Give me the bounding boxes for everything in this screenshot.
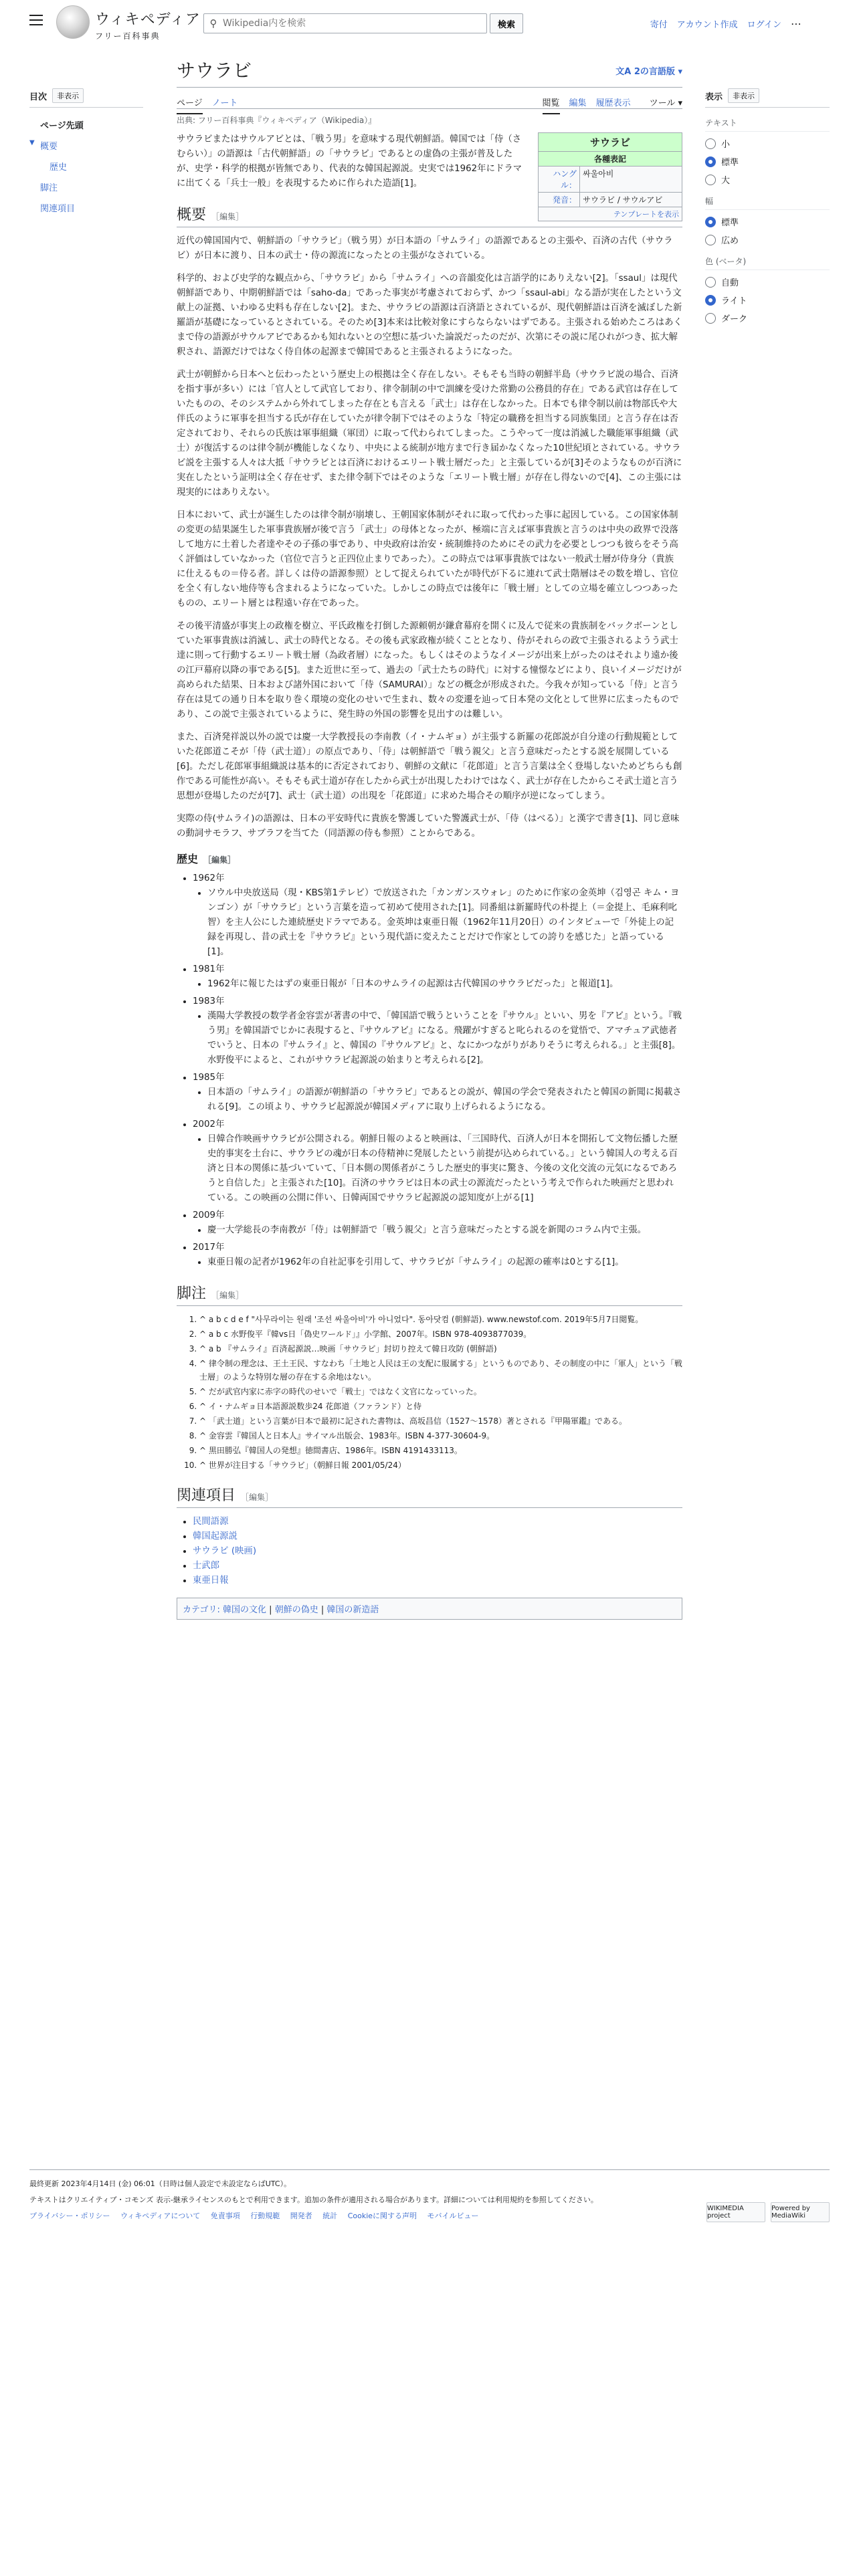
toc-item-related[interactable]: 関連項目 bbox=[40, 204, 76, 214]
paragraph: また、百済発祥説以外の説では慶一大学教授長の李南教（イ・ナムギョ）が主張する新羅の花郎説が自分達の行動規範としていた花郎道こそが「侍（武士道）」の原点であり、「侍」は朝鮮語で「戦う親父」と言う意味だったとする説を展開している[6]。ただし花郎軍事組織説は基本的に否定されており、朝鮮の文献に「花郎道」と言う言葉は全く登場しないためどちらも創作である可能性が高い。そもそも武士道が存在したから武士が出現したわけではなく、武士が存在したからこそ武士道と言う思想が登場したのだが[7]、武士（武士道）の出現を「花郎道」に求めた場合その順序が逆になってしまう。 bbox=[177, 732, 682, 801]
radio-text-large[interactable]: 大 bbox=[705, 173, 830, 186]
license-text: テキストはクリエイティブ・コモンズ 表示-継承ライセンスのもとで利用できます。追加の条件が適用される場合があります。詳細については利用規約を参照してください。 bbox=[29, 2195, 598, 2204]
reference-item[interactable]: 1. ^ a b c d e f "사무라이는 원래 '조선 싸울아비'가 아니었다". 동아닷컴 (朝鮮語). www.newstof.com. 2019年5月7日閲覧。 bbox=[199, 1313, 682, 1326]
categories-label[interactable]: カテゴリ: bbox=[183, 1605, 220, 1615]
related-link[interactable]: 民間語源 bbox=[193, 1517, 229, 1527]
section-heading: 関連項目 ［編集］ bbox=[177, 1484, 682, 1508]
radio-text-small[interactable]: 小 bbox=[705, 137, 830, 150]
footer bbox=[29, 2169, 830, 2226]
reference-item[interactable]: 9. ^ 黒田勝弘『韓国人の発想』徳間書店、1986年。ISBN 4191433113。 bbox=[199, 1444, 682, 1457]
category-box: カテゴリ: 韓国の文化 | 朝鮮の偽史 | 韓国の新造語 bbox=[177, 1598, 682, 1620]
infobox-key[interactable]: ハングル： bbox=[539, 167, 580, 192]
list-item: • 日本語の「サムライ」の語源が朝鮮語の「サウラビ」であるとの説が、韓国の学会で発表されたと韓国の新聞に掲載される[9]。この頃より、サウラビ起源説が韓国メディアに取り上げられるようになる。 bbox=[207, 1085, 682, 1115]
radio-color-auto[interactable]: 自動 bbox=[705, 276, 830, 288]
menu-icon[interactable] bbox=[29, 15, 43, 25]
search-icon: ⚲ bbox=[209, 17, 217, 29]
reference-item[interactable]: 5. ^ だが武官内家に赤字の時代のせいで「戦士」ではなく文官になっていった。 bbox=[199, 1385, 682, 1398]
appearance-hide-button[interactable]: 非表示 bbox=[728, 88, 759, 103]
search-button[interactable]: 検索 bbox=[490, 13, 523, 33]
lead-paragraph: サウラビまたはサウルアビとは、「戦う男」を意味する現代朝鮮語。韓国では「侍（さむらい）」の語源は「古代朝鮮語」の「サウラビ」であるとの虚偽の主張が普及したが、史学・科学的根拠が皆無であり、代表的な韓国起源説。史実では1962年にドラマに出てくる「兵士一般」を表現するために作られた造語[1]。 bbox=[177, 134, 522, 189]
create-account-link[interactable]: アカウント作成 bbox=[676, 20, 738, 30]
language-button[interactable]: 文A 2の言語版 ▾ bbox=[615, 67, 682, 77]
list-item: • 2009年 • 慶一大学総長の李南教が「侍」は朝鮮語で「戦う親父」と言う意味だったとする説を新聞のコラム内で主張。 bbox=[193, 1208, 682, 1238]
paragraph: 科学的、および史学的な観点から、「サウラビ」から「サムライ」への音韻変化は言語学的にありえない[2]。「ssaul」は現代朝鮮語であり、中期朝鮮語では「saho-da」であった事実が考慮されておらず、かつ「ssaul-abi」なる語が実在したという文献上の証拠、いわゆる史料も存在しない[2]。また、サウラビの語源は百済語とされているが、現代朝鮮語は百済を滅ぼした新羅語が基礎になっているとされている。そのため[3]本来は比較対象にすらならないはずである。主張される始めたころはあくまで侍の語源がサウルアビであるかも知れないとの空想に基づいた論説だったのだが、次第にその説に尾ひれがつき、拡大解釈され、語源だけではなく侍自体の起源まで韓国であると主張されるようになった。 bbox=[177, 274, 682, 357]
footer-link[interactable]: 免責事項 bbox=[210, 2212, 240, 2220]
history-list bbox=[193, 871, 682, 1270]
related-link[interactable]: 士武郎 bbox=[193, 1561, 220, 1571]
content bbox=[177, 59, 682, 1620]
toc-item-overview[interactable]: 概要 bbox=[40, 142, 58, 152]
edit-section-link[interactable]: ［編集］ bbox=[203, 855, 236, 865]
reference-item[interactable]: 8. ^ 金容雲『韓国人と日本人』サイマル出版会、1983年。ISBN 4-377-30604-9。 bbox=[199, 1429, 682, 1442]
category-link[interactable]: 韓国の新造語 bbox=[326, 1605, 379, 1615]
infobox-value: サウラビ / サウルアビ bbox=[583, 195, 663, 205]
footer-link[interactable]: Cookieに関する声明 bbox=[347, 2212, 417, 2220]
radio-text-standard[interactable]: 標準 bbox=[705, 155, 830, 168]
color-heading: 色 (ベータ) bbox=[705, 255, 830, 270]
related-list bbox=[193, 1515, 682, 1588]
last-updated: 最終更新 2023年4月14日 (金) 06:01（日時は個人設定で未設定ならばUTC）。 bbox=[29, 2179, 292, 2188]
list-item: • 1962年に報じたはずの東亜日報が「日本のサムライの起源は古代韓国のサウラビだった」と報道[1]。 bbox=[207, 977, 682, 992]
more-icon[interactable]: ⋯ bbox=[791, 17, 803, 30]
radio-color-light[interactable]: ライト bbox=[705, 294, 830, 306]
login-link[interactable]: ログイン bbox=[747, 20, 781, 30]
tab-tools[interactable]: ツール ▾ bbox=[649, 98, 682, 108]
list-item: • 2017年 • 東亜日報の記者が1962年の自社記事を引用して、サウラビが「サムライ」の起源の確率は0とする[1]。 bbox=[193, 1241, 682, 1270]
reference-item[interactable]: 3. ^ a b 『サムライ』百済起源説…映画「サウラビ」封切り控えて韓日攻防 (朝鮮語) bbox=[199, 1342, 682, 1356]
site-tagline: フリー百科事典 bbox=[95, 31, 161, 41]
list-item: • 日韓合作映画サウラビが公開される。朝鮮日報のよると映画は、「三国時代、百済人が日本を開拓して文物伝播した歴史的事実を土台に、サウラビの魂が日本の侍精神に発展したという前提が込められている。」という韓国人の考える百済と日本の関係に基づいていて、「日本側の関係者がこうした歴史的事実に驚き、今後の文化交流の元気になるであろうと自信した」と主張された[10]。百済のサウラビは日本の武士の源流だったという考えで作られた映画だと思われている。この映画の公開に伴い、日韓両国でサウラビ起源説の認知度が上がる[1] bbox=[207, 1132, 682, 1206]
reference-item[interactable]: 10. ^ 世界が注目する「サウラビ」（朝鮮日報 2001/05/24） bbox=[199, 1459, 682, 1472]
language-label: 2の言語版 bbox=[634, 67, 675, 77]
list-item: • 1981年 • 1962年に報じたはずの東亜日報が「日本のサムライの起源は古代韓国のサウラビだった」と報道[1]。 bbox=[193, 962, 682, 992]
appearance-panel bbox=[705, 88, 830, 330]
paragraph: 武士が朝鮮から日本へと伝わったという歴史上の根拠は全く存在しない。そもそも当時の朝鮮半島（サウラビ説の場合、百済を指す事が多い）には「官人として武官しており、律令制制の中で訓練を受けた常勤の公務員的存在」である武官は存在していたものの、そのシステムから外れてしまった存在とも言える「武士」は存在しなかった。日本でも律令制以前は物部氏や大伴氏のように軍事を担当する氏が存在していたが律令制下ではそのような「特定の職務を担当する同族集団」と言う存在は否定されており、それらの氏族は軍事組織（軍団）に取って代わられてしまった。こうやって一度は消滅した職能軍事組織（武士）が復活するのは律令制が機能しなくなり、中央による統制が地方まで行き届かなくなった10世紀頃とされている。サウラビ説を主張する人々は大抵「サウラビとは百済におけるエリート戦士層だった」と主張しているが[3]そのようなものが百済に実在したという証明は全く存在せず、また律令制下ではそのような「エリート戦士層」が存在し得ないので[4]、この主張には現実的にはありえない。 bbox=[177, 370, 682, 498]
header bbox=[0, 0, 859, 45]
edit-section-link[interactable]: ［編集］ bbox=[211, 1291, 244, 1300]
toc-item-history[interactable]: 歴史 bbox=[50, 163, 68, 173]
category-link[interactable]: 朝鮮の偽史 bbox=[274, 1605, 318, 1615]
related-link[interactable]: 韓国起源説 bbox=[193, 1531, 237, 1541]
list-item: • 2002年 • 日韓合作映画サウラビが公開される。朝鮮日報のよると映画は、「三国時代、百済人が日本を開拓して文物伝播した歴史的事実を土台に、サウラビの魂が日本の侍精神に発展したという前提が込められている。」という韓国人の考える百済と日本の関係に基づいていて、「日本側の関係者がこうした歴史的事実に驚き、今後の文化交流の元気になるであろうと自信した」と主張された[10]。百済のサウラビは日本の武士の源流だったという考えで作られた映画だと思われている。この映画の公開に伴い、日韓両国でサウラビ起源説の認知度が上がる[1] bbox=[193, 1117, 682, 1206]
list-item: • 1983年 • 漢陽大学教授の数学者金容雲が著書の中で、「韓国語で戦うということを『サウル』といい、男を『アビ』という。『戦う男』を韓国語でじかに表現すると、『サウルアビ』になる。飛躍がすぎると叱られるのを覚悟で、アマチュア武徳者でいうと、日本の『サムライ』と、韓国の『サウルアビ』と、なにかつながりがありそうに考えられる。」と主張[8]。水野俊平によると、これがサウラビ起源説の始まりと考えられる[2]。 bbox=[193, 994, 682, 1068]
tab-page[interactable]: ページ bbox=[177, 98, 203, 114]
footer-link[interactable]: ウィキペディアについて bbox=[120, 2212, 201, 2220]
list-item: • 漢陽大学教授の数学者金容雲が著書の中で、「韓国語で戦うということを『サウル』といい、男を『アビ』という。『戦う男』を韓国語でじかに表現すると、『サウルアビ』になる。飛躍がすぎると叱られるのを覚悟で、アマチュア武徳者でいうと、日本の『サムライ』と、韓国の『サウルアビ』と、なにかつながりがありそうに考えられる。」と主張[8]。水野俊平によると、これがサウラビ起源説の始まりと考えられる[2]。 bbox=[207, 1009, 682, 1068]
donate-link[interactable]: 寄付 bbox=[650, 20, 668, 30]
paragraph: その後平清盛が事実上の政権を樹立、平氏政権を打倒した源頼朝が鎌倉幕府を開くに及んで従来の貴族制をバックボーンとしていた軍事貴族は消滅し、武士の時代となる。その後も武家政権が続くこととなり、侍がそれらの政で主張されるようう武士達に則って行動するエリート戦士層（為政者層）になった。もしくはそのようなイメージが出来上がったのはそれより遠か後の江戸幕府以降の事である[5]。また近世に至って、過去の「武士たちの時代」に対する憧憬などにより、良いイメージだけが高められた結果、日本および諸外国において「侍（SAMURAI）」などの概念が形成された。今我々が知っている「侍」と言う存在は見ての通り日本を取り巻く環境の変化のせいで生まれ、数々の変遷を辿って日本発の文化として世界に広まったものであり、この説で主張されているように、発生時の外国の影響を見出すのは難しい。 bbox=[177, 621, 682, 720]
tab-edit[interactable]: 編集 bbox=[569, 98, 587, 108]
toc-item-top[interactable]: ページ先頭 bbox=[40, 121, 84, 131]
infobox-key[interactable]: 発音： bbox=[539, 193, 580, 207]
list-item: • 慶一大学総長の李南教が「侍」は朝鮮語で「戦う親父」と言う意味だったとする説を新聞のコラム内で主張。 bbox=[207, 1223, 682, 1238]
footer-link[interactable]: 行動規範 bbox=[250, 2212, 280, 2220]
footer-link[interactable]: モバイルビュー bbox=[427, 2212, 479, 2220]
related-link[interactable]: サウラビ (映画) bbox=[193, 1546, 257, 1556]
footer-link[interactable]: プライバシー・ポリシー bbox=[29, 2212, 110, 2220]
toc-title: 目次 bbox=[29, 92, 47, 102]
source-note: 出典: フリー百科事典『ウィキペディア（Wikipedia）』 bbox=[177, 116, 377, 125]
reference-item[interactable]: 4. ^ 律令制の理念は、王土王民、すなわち「土地と人民は王の支配に服属する」というものであり、その制度の中に「軍人」という「戦士層」のような特別な層の存在する余地はない。 bbox=[199, 1357, 682, 1384]
reference-item[interactable]: 7. ^ 「武士道」という言葉が日本で最初に記された書物は、高坂昌信（1527〜1578）著とされる『甲陽軍鑑』である。 bbox=[199, 1414, 682, 1428]
site-name: ウィキペディア bbox=[95, 11, 201, 28]
subsection-heading: 歴史 ［編集］ bbox=[177, 853, 236, 865]
infobox-subtitle: 各種表記 bbox=[539, 151, 682, 166]
related-link[interactable]: 東亜日報 bbox=[193, 1576, 229, 1586]
translate-icon: 文A bbox=[615, 67, 634, 77]
category-link[interactable]: 韓国の文化 bbox=[223, 1605, 267, 1615]
width-heading: 幅 bbox=[705, 195, 830, 210]
radio-width-standard[interactable]: 標準 bbox=[705, 215, 830, 228]
paragraph: 日本において、武士が誕生したのは律令制が崩壊し、王朝国家体制がそれに取って代わった事に起因している。この国家体制の変更の結果誕生した軍事貴族層が後で言う「武士」の母体となったが、極端に言えば軍事貴族と言うのは中央の政界で没落して地方に土着した者達やその子孫の事であり、中央政府は治安・統制維持のためにその武力を必要としつつも彼らをそう高く評価はしていなかった（官位で言うと正四位止まりであった）。この時点では軍事貴族ではない一般武士層が侍身分（貴族に仕えるもの＝侍る者。詳しくは侍の語源参照）として捉えられていたが時代が下るに連れて武士階層はその数を増し、官位を全く有しない地侍等も含まれるようになっていた。しかしこの時点では後年に「戦士層」としての立場を確立しつつあったものの、エリート層とは程遠い存在であった。 bbox=[177, 510, 678, 609]
footer-link[interactable]: 開発者 bbox=[290, 2212, 312, 2220]
infobox bbox=[538, 132, 682, 221]
list-item: • 1985年 • 日本語の「サムライ」の語源が朝鮮語の「サウラビ」であるとの説が、韓国の学会で発表されたと韓国の新聞に掲載される[9]。この頃より、サウラビ起源説が韓国メディアに取り上げられるようになる。 bbox=[193, 1071, 682, 1115]
list-item: • 東亜日報の記者が1962年の自社記事を引用して、サウラビが「サムライ」の起源の確率は0とする[1]。 bbox=[207, 1255, 682, 1270]
radio-color-dark[interactable]: ダーク bbox=[705, 312, 830, 324]
wikimedia-badge[interactable]: WIKIMEDIA project bbox=[706, 2202, 765, 2222]
list-item: • ソウル中央放送局（現・KBS第1テレビ）で放送された「カンガンスウォレ」のために作家の金英坤（김영곤 キム・ヨンゴン）が「サウラビ」という言葉を造って初めて使用された[1]。同番組は新羅時代の朴提上（＝金提上、毛麻利叱智）を主人公にした連続歴史ドラマである。金英坤は東亜日報（1962年11月20日）のインタビューで「外徒上の記録を再現し、昔の武士を『サウラビ』という現代語に変えたことだけで作家としての誇りを感じた」と語っている[1]。 bbox=[207, 886, 682, 960]
page-title: サウラビ bbox=[177, 59, 682, 88]
section-heading: 概要 ［編集］ bbox=[177, 203, 682, 227]
toc-hide-button[interactable]: 非表示 bbox=[52, 88, 84, 103]
infobox-value: 싸울아비 bbox=[583, 169, 614, 179]
section-heading: 脚注 ［編集］ bbox=[177, 1282, 682, 1306]
chevron-down-icon[interactable]: ▼ bbox=[29, 139, 35, 146]
edit-section-link[interactable]: ［編集］ bbox=[211, 212, 244, 221]
paragraph: 実際の侍(サムライ)の語源は、日本の平安時代に貴族を警護していた警護武士が、「侍（はべる）」と漢字で書き[1]、同じ意味の動詞サモラフ、サブラフを当てた（同語源の侍も参照）ことからである。 bbox=[177, 814, 680, 839]
reference-item[interactable]: 2. ^ a b c 水野俊平『韓vs日「偽史ワールド」』小学館、2007年。ISBN 978-4093877039。 bbox=[199, 1327, 682, 1341]
toc-panel bbox=[29, 88, 143, 218]
tab-history[interactable]: 履歴表示 bbox=[595, 98, 631, 108]
paragraph: 近代の韓国国内で、朝鮮語の「サウラビ」（戦う男）が日本語の「サムライ」の語源であるとの主張や、百済の古代（サウラビ）が日本に渡り、日本の武士・侍の源流になったとの主張がなされている。 bbox=[177, 236, 673, 261]
appearance-title: 表示 bbox=[705, 92, 723, 102]
search-box bbox=[203, 13, 487, 33]
toc-item-notes[interactable]: 脚注 bbox=[40, 183, 58, 193]
tab-read[interactable]: 閲覧 bbox=[543, 98, 560, 114]
references-list bbox=[199, 1313, 682, 1472]
footer-link[interactable]: 統計 bbox=[322, 2212, 338, 2220]
search-input[interactable] bbox=[223, 15, 486, 32]
mediawiki-badge[interactable]: Powered by MediaWiki bbox=[771, 2202, 830, 2222]
page-tabs bbox=[177, 88, 682, 109]
wikipedia-logo-icon[interactable] bbox=[56, 5, 90, 39]
reference-item[interactable]: 6. ^ イ・ナムギョ日本語源説数歩24 花郎道（ファランド）と侍 bbox=[199, 1400, 682, 1413]
personal-tools bbox=[650, 17, 803, 30]
site-wordmark[interactable] bbox=[95, 8, 201, 41]
text-size-heading: テキスト bbox=[705, 117, 830, 132]
radio-width-wide[interactable]: 広め bbox=[705, 233, 830, 246]
infobox-title: サウラビ bbox=[539, 133, 682, 151]
list-item: • 1962年 • ソウル中央放送局（現・KBS第1テレビ）で放送された「カンガンスウォレ」のために作家の金英坤（김영곤 キム・ヨンゴン）が「サウラビ」という言葉を造って初めて使用された[1]。同番組は新羅時代の朴提上（＝金提上、毛麻利叱智）を主人公にした連続歴史ドラマである。金英坤は東亜日報（1962年11月20日）のインタビューで「外徒上の記録を再現し、昔の武士を『サウラビ』という現代語に変えたことだけで作家としての誇りを感じた」と語っている[1]。 bbox=[193, 871, 682, 960]
template-link[interactable]: テンプレートを表示 bbox=[613, 210, 679, 219]
edit-section-link[interactable]: ［編集］ bbox=[241, 1493, 274, 1502]
tab-talk[interactable]: ノート bbox=[211, 98, 238, 108]
